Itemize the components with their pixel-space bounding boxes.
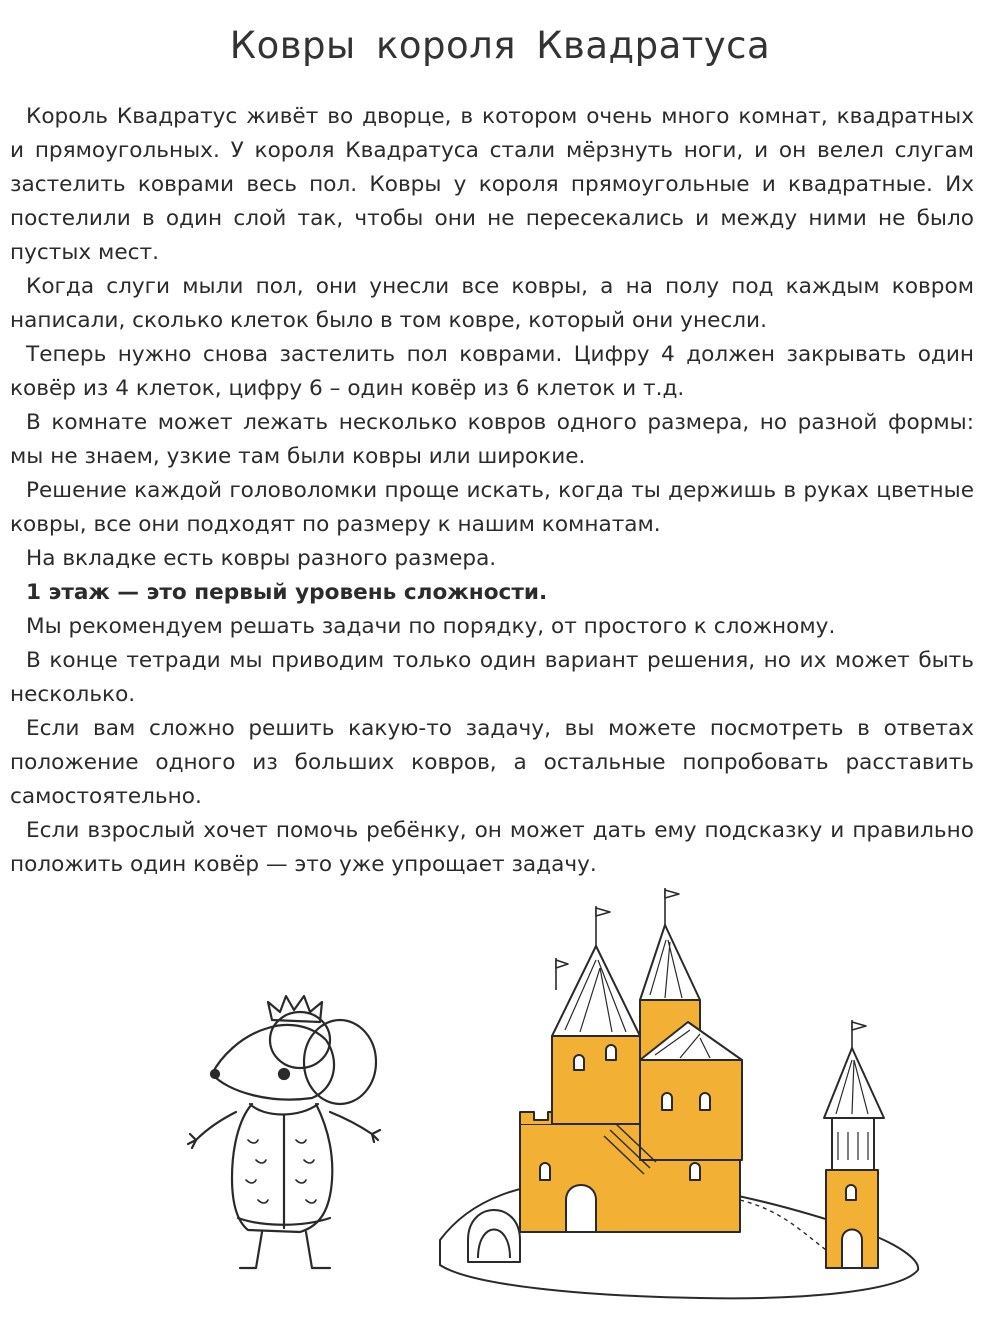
paragraph: Король Квадратус живёт во дворце, в котором очень много комнат, квадратных и прямоугольных. У короля Квадратуса стали мёрзнуть ноги, и он велел слугам застелить коврами весь пол. Ковры у короля прямоугольные и квадратные. Их постелили в один слой так, чтобы они не пересекались и между ними не было пустых мест. (10, 104, 974, 265)
page-title: Ковры короля Квадратуса (229, 24, 771, 67)
paragraph: Если взрослый хочет помочь ребёнку, он может дать ему подсказку и правильно положить один ковёр — это уже упрощает задачу. (10, 818, 974, 877)
paragraph: Мы рекомендуем решать задачи по порядку, от простого к сложному. (26, 614, 836, 639)
paragraph: Когда слуги мыли пол, они унесли все ковры, а на полу под каждым ковром написали, сколько клеток было в том ковре, который они унесли. (10, 274, 974, 333)
paragraph: Решение каждой головоломки проще искать, когда ты держишь в руках цветные ковры, все они подходят по размеру к нашим комнатам. (10, 478, 974, 537)
paragraph: В комнате может лежать несколько ковров одного размера, но разной формы: мы не знаем, узкие там были ковры или широкие. (10, 410, 974, 469)
illustration (0, 880, 1000, 1322)
paragraph: На вкладке есть ковры разного размера. (26, 546, 497, 571)
paragraph: Теперь нужно снова застелить пол коврами. Цифру 4 должен закрывать один ковёр из 4 клеток, цифру 6 – один ковёр из 6 клеток и т.д. (10, 342, 974, 401)
difficulty-note: 1 этаж — это первый уровень сложности. (26, 580, 548, 605)
paragraph: В конце тетради мы приводим только один вариант решения, но их может быть несколько. (10, 648, 974, 707)
castle-icon (440, 888, 918, 1298)
body-text (10, 100, 974, 882)
paragraph: Если вам сложно решить какую-то задачу, вы можете посмотреть в ответах положение одного из больших ковров, а остальные попробовать расставить самостоятельно. (10, 716, 974, 809)
mouse-king-icon (188, 996, 380, 1268)
